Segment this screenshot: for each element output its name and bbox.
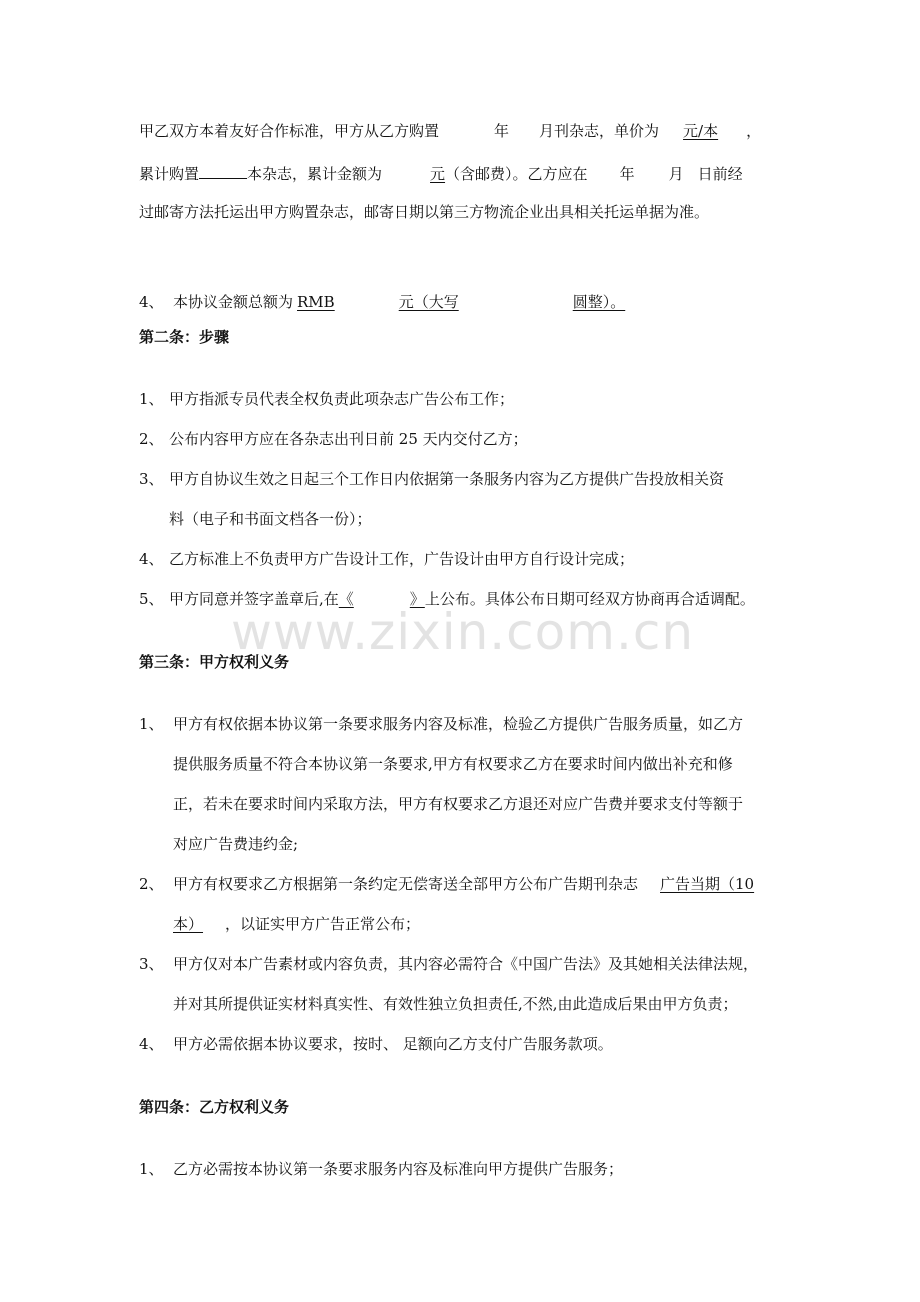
text-segment: 年 xyxy=(619,165,635,183)
item-number: 4、 xyxy=(139,293,164,311)
publication-name-blank: 《 》 xyxy=(338,590,425,608)
total-amount-line xyxy=(139,292,625,312)
text-segment: 日前经 xyxy=(697,165,743,183)
text-segment: （含邮费）。乙方应在 xyxy=(445,165,588,183)
section-4-title: 第四条：乙方权利义务 xyxy=(139,1098,290,1116)
total-amount-underline: RMB 元（大写 圆整）。 xyxy=(297,293,626,311)
amount-blank: 元 xyxy=(430,165,446,183)
text-segment: ， xyxy=(746,122,762,140)
section-3-item-1-line-4: 对应广告费违约金; xyxy=(173,835,299,853)
text-segment: 年 xyxy=(494,122,510,140)
section-3-item-1-line-1: 1、 甲方有权依据本协议第一条要求服务内容及标准，检验乙方提供广告服务质量，如乙方 xyxy=(139,715,744,733)
text-segment: 本杂志，累计金额为 xyxy=(247,165,383,183)
section-2-item-3: 3、 甲方自协议生效之日起三个工作日内依据第一条服务内容为乙方提供广告投放相关资 xyxy=(139,470,725,488)
section-3-item-1-line-2: 提供服务质量不符合本协议第一条要求,甲方有权要求乙方在要求时间内做出补充和修 xyxy=(173,755,733,773)
text-segment: 月 xyxy=(668,165,684,183)
paragraph-line-3: 过邮寄方法托运出甲方购置杂志，邮寄日期以第三方物流企业出具相关托运单据为准。 xyxy=(139,203,710,221)
text-segment: 月刊杂志，单价为 xyxy=(539,122,660,140)
section-3-item-3-line-2: 并对其所提供证实材料真实性、有效性独立负担责任,不然,由此造成后果由甲方负责； xyxy=(173,995,738,1013)
section-2-title: 第二条：步骤 xyxy=(139,328,230,346)
section-3-item-3-line-1: 3、 甲方仅对本广告素材或内容负责，其内容必需符合《中国广告法》及其她相关法律法规， xyxy=(139,955,759,973)
unit-price-blank: 元/本 xyxy=(683,122,719,140)
section-3-item-2-line-1: 2、 甲方有权要求乙方根据第一条约定无偿寄送全部甲方公布广告期刊杂志 广告当期（10 xyxy=(139,875,755,893)
section-2-item-2: 2、 公布内容甲方应在各杂志出刊日前 25 天内交付乙方； xyxy=(139,430,528,448)
section-3-title: 第三条：甲方权利义务 xyxy=(139,653,290,671)
section-2-item-3-continued: 料（电子和书面文档各一份）； xyxy=(169,510,372,528)
text-segment: 本协议金额总额为 xyxy=(173,293,294,311)
section-2-item-4: 4、 乙方标准上不负责甲方广告设计工作，广告设计由甲方自行设计完成； xyxy=(139,550,635,568)
watermark-text: www.zixin.com.cn xyxy=(231,603,695,661)
section-3-item-4: 4、 甲方必需依据本协议要求，按时、 足额向乙方支付广告服务款项。 xyxy=(139,1035,613,1053)
text-segment: 累计购置 xyxy=(139,165,200,183)
paragraph-line-1 xyxy=(139,121,761,141)
issue-copies-underline: 广告当期（10 xyxy=(660,875,755,893)
section-3-item-2-line-2: 本） ，以证实甲方广告正常公布； xyxy=(173,915,421,933)
section-4-item-1: 1、 乙方必需按本协议第一条要求服务内容及标准向甲方提供广告服务； xyxy=(139,1160,624,1178)
section-2-item-1: 1、 甲方指派专员代表全权负责此项杂志广告公布工作； xyxy=(139,390,515,408)
paragraph-line-2 xyxy=(139,162,743,182)
issue-copies-underline-continued: 本） xyxy=(173,915,204,933)
section-3-item-1-line-3: 正，若未在要求时间内采取方法，甲方有权要求乙方退还对应广告费并要求支付等额于 xyxy=(173,795,744,813)
text-segment: 甲乙双方本着友好合作标准，甲方从乙方购置 xyxy=(139,122,440,140)
section-2-item-5: 5、 甲方同意并签字盖章后,在《 》上公布。具体公布日期可经双方协商再合适调配。 xyxy=(139,590,755,608)
quantity-blank xyxy=(199,162,247,179)
